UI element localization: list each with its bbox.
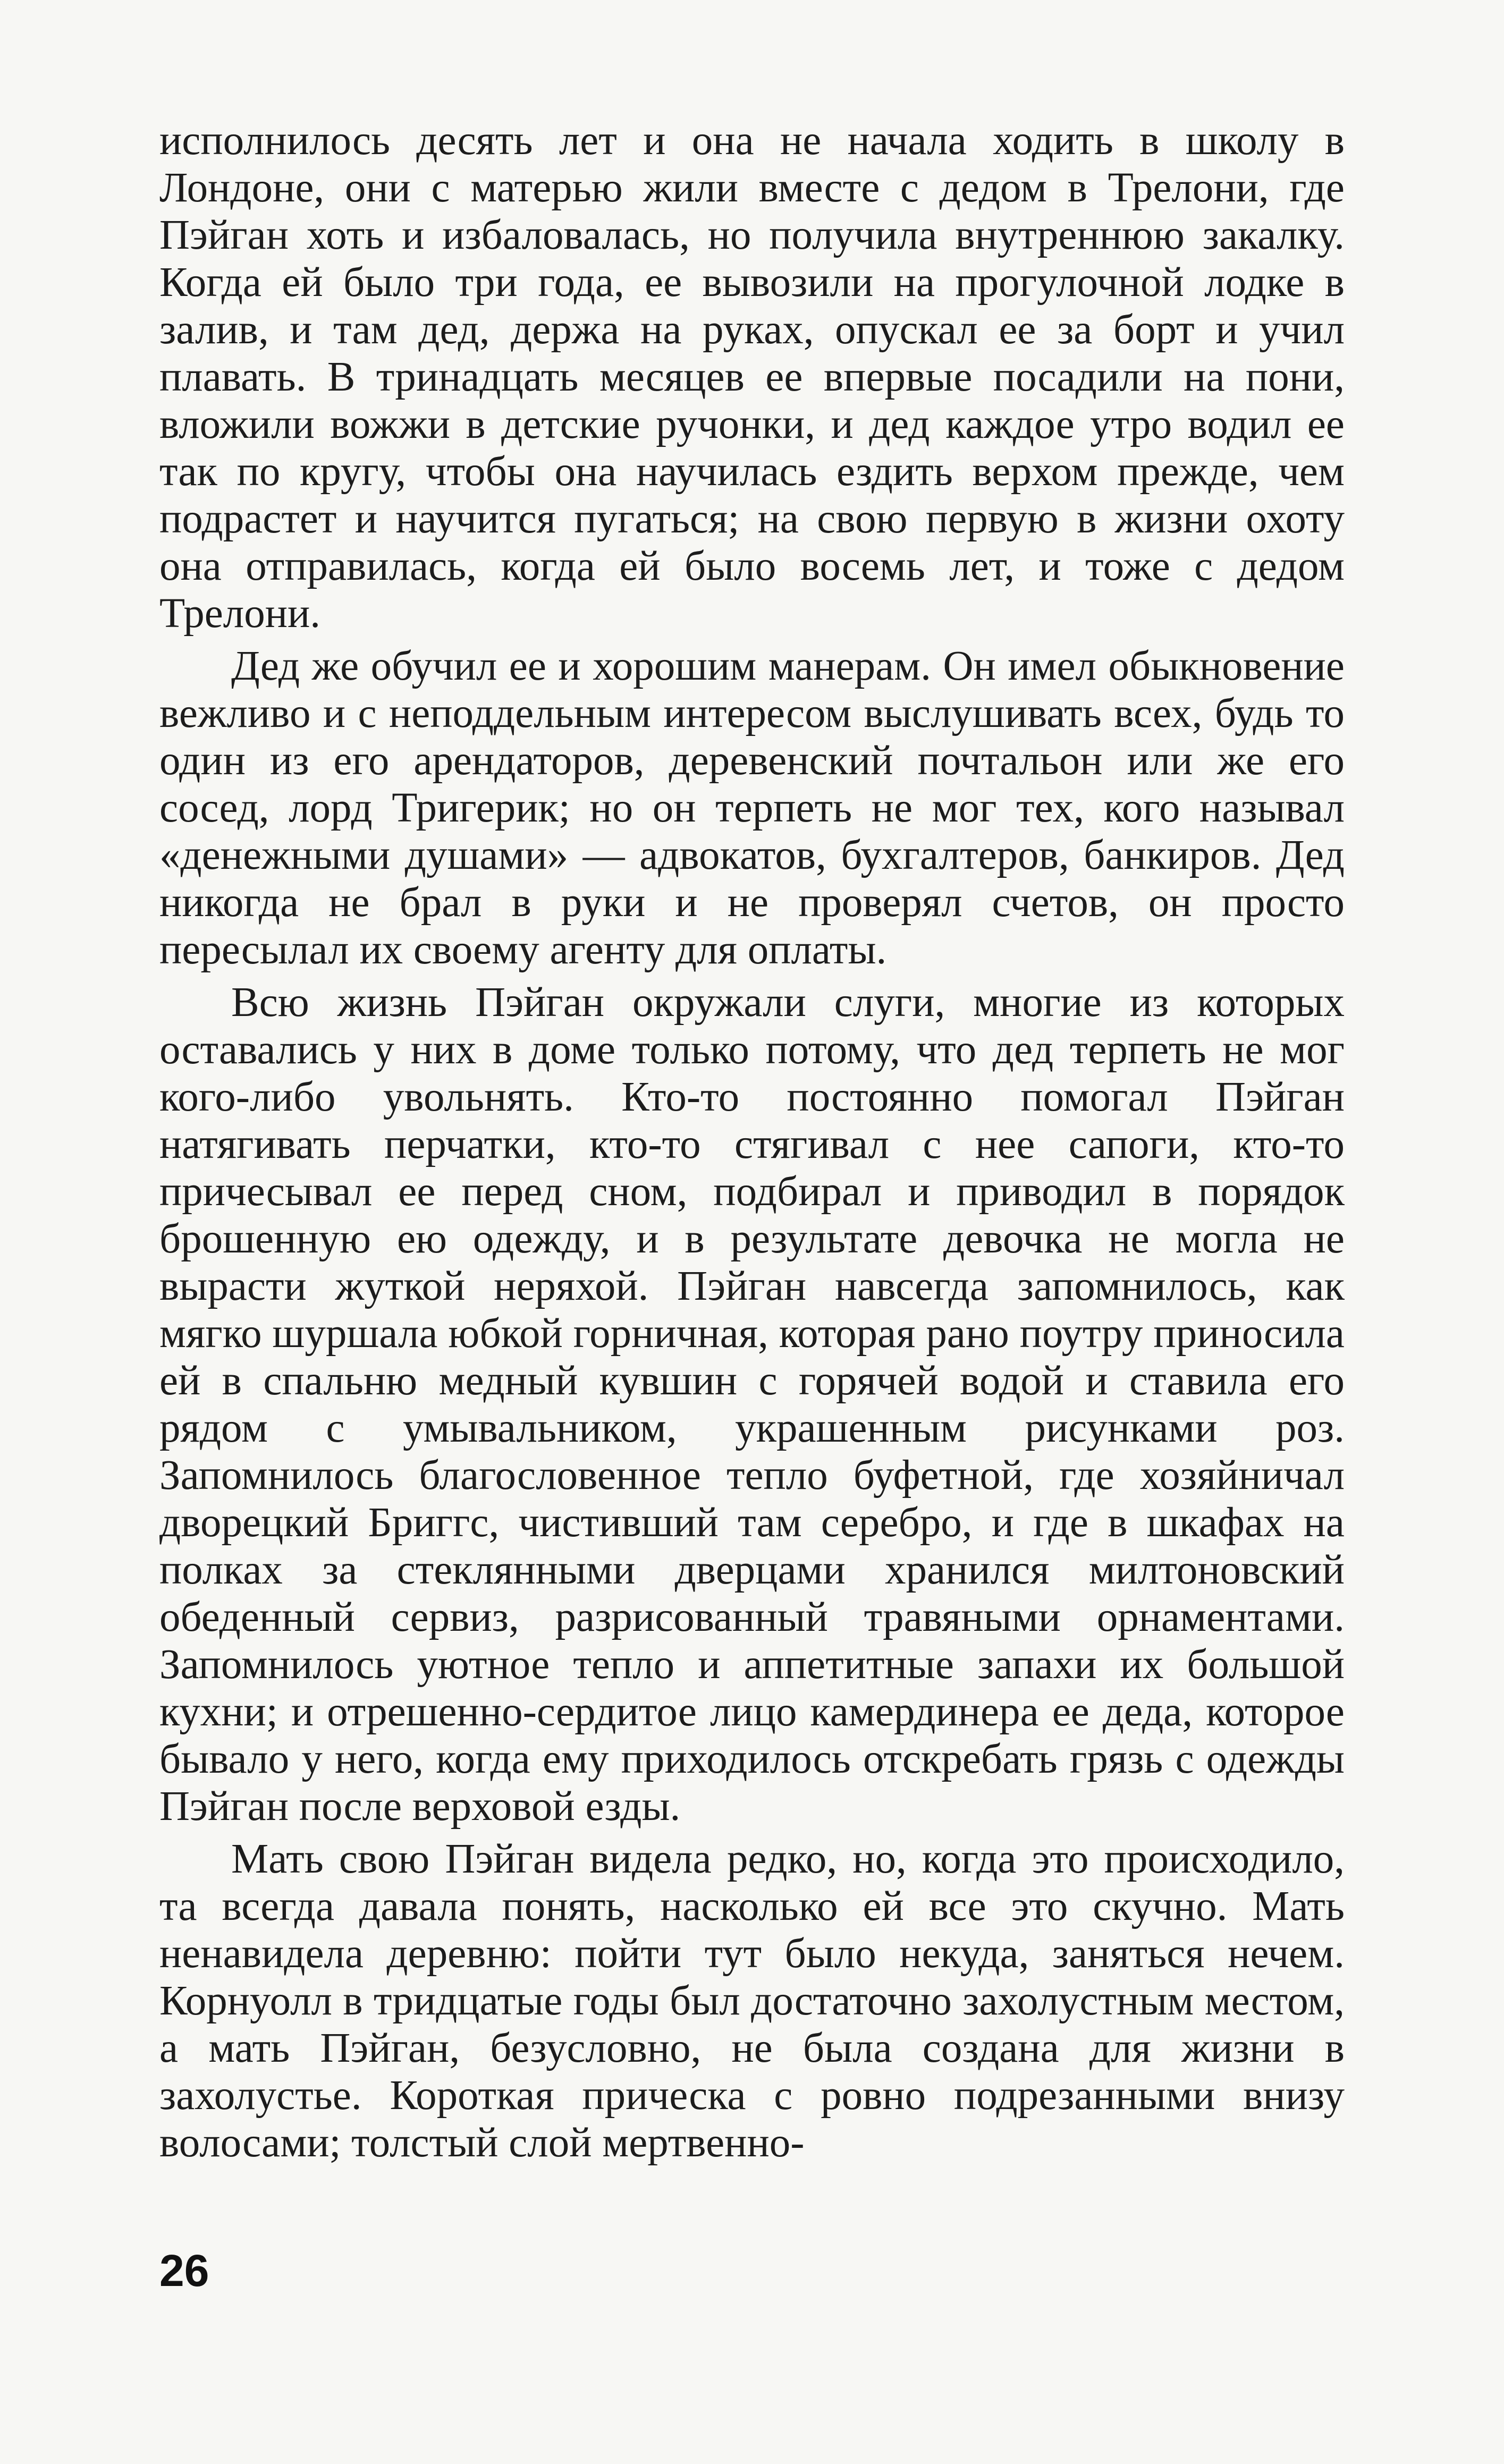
paragraph: Дед же обучил ее и хорошим манерам. Он имел обыкновение вежливо и с неподдельным интересом выслушивать всех, будь то один из его арендаторов, деревенский почтальон или же его сосед, лорд Тригерик; но он терпеть не мог тех, кого называл «денежными душами» — адвокатов, бухгалтеров, банкиров. Дед никогда не брал в руки и не проверял счетов, он просто пересылал их своему агенту для оплаты. (159, 643, 1345, 973)
paragraph: исполнилось десять лет и она не начала ходить в школу в Лондоне, они с матерью жили вместе с дедом в Трелони, где Пэйган хоть и избаловалась, но получила внутреннюю закалку. Когда ей было три года, ее вывозили на прогулочной лодке в залив, и там дед, держа на руках, опускал ее за борт и учил плавать. В тринадцать месяцев ее впервые посадили на пони, вложили вожжи в детские ручонки, и дед каждое утро водил ее так по кругу, чтобы она научилась ездить верхом прежде, чем подрастет и научится пугаться; на свою первую в жизни охоту она отправилась, когда ей было восемь лет, и тоже с дедом Трелони. (159, 117, 1345, 637)
page-body (159, 117, 1345, 2172)
paragraph: Мать свою Пэйган видела редко, но, когда это происходило, та всегда давала понять, насколько ей все это скучно. Мать ненавидела деревню: пойти тут было некуда, заняться нечем. Корнуолл в тридцатые годы был достаточно захолустным местом, а мать Пэйган, безусловно, не была создана для жизни в захолустье. Короткая прическа с ровно подрезанными внизу волосами; толстый слой мертвенно- (159, 1836, 1345, 2166)
paragraph: Всю жизнь Пэйган окружали слуги, многие из которых оставались у них в доме только потому, что дед терпеть не мог кого-либо увольнять. Кто-то постоянно помогал Пэйган натягивать перчатки, кто-то стягивал с нее сапоги, кто-то причесывал ее перед сном, подбирал и приводил в порядок брошенную ею одежду, и в результате девочка не могла не вырасти жуткой неряхой. Пэйган навсегда запомнилось, как мягко шуршала юбкой горничная, которая рано поутру приносила ей в спальню медный кувшин с горячей водой и ставила его рядом с умывальником, украшенным рисунками роз. Запомнилось благословенное тепло буфетной, где хозяйничал дворецкий Бриггс, чистивший там серебро, и где в шкафах на полках за стеклянными дверцами хранился милтоновский обеденный сервиз, разрисованный травяными орнаментами. Запомнилось уютное тепло и аппетитные запахи их большой кухни; и отрешенно-сердитое лицо камердинера ее деда, которое бывало у него, когда ему приходилось отскребать грязь с одежды Пэйган после верховой езды. (159, 979, 1345, 1830)
page-number: 26 (159, 2246, 209, 2296)
